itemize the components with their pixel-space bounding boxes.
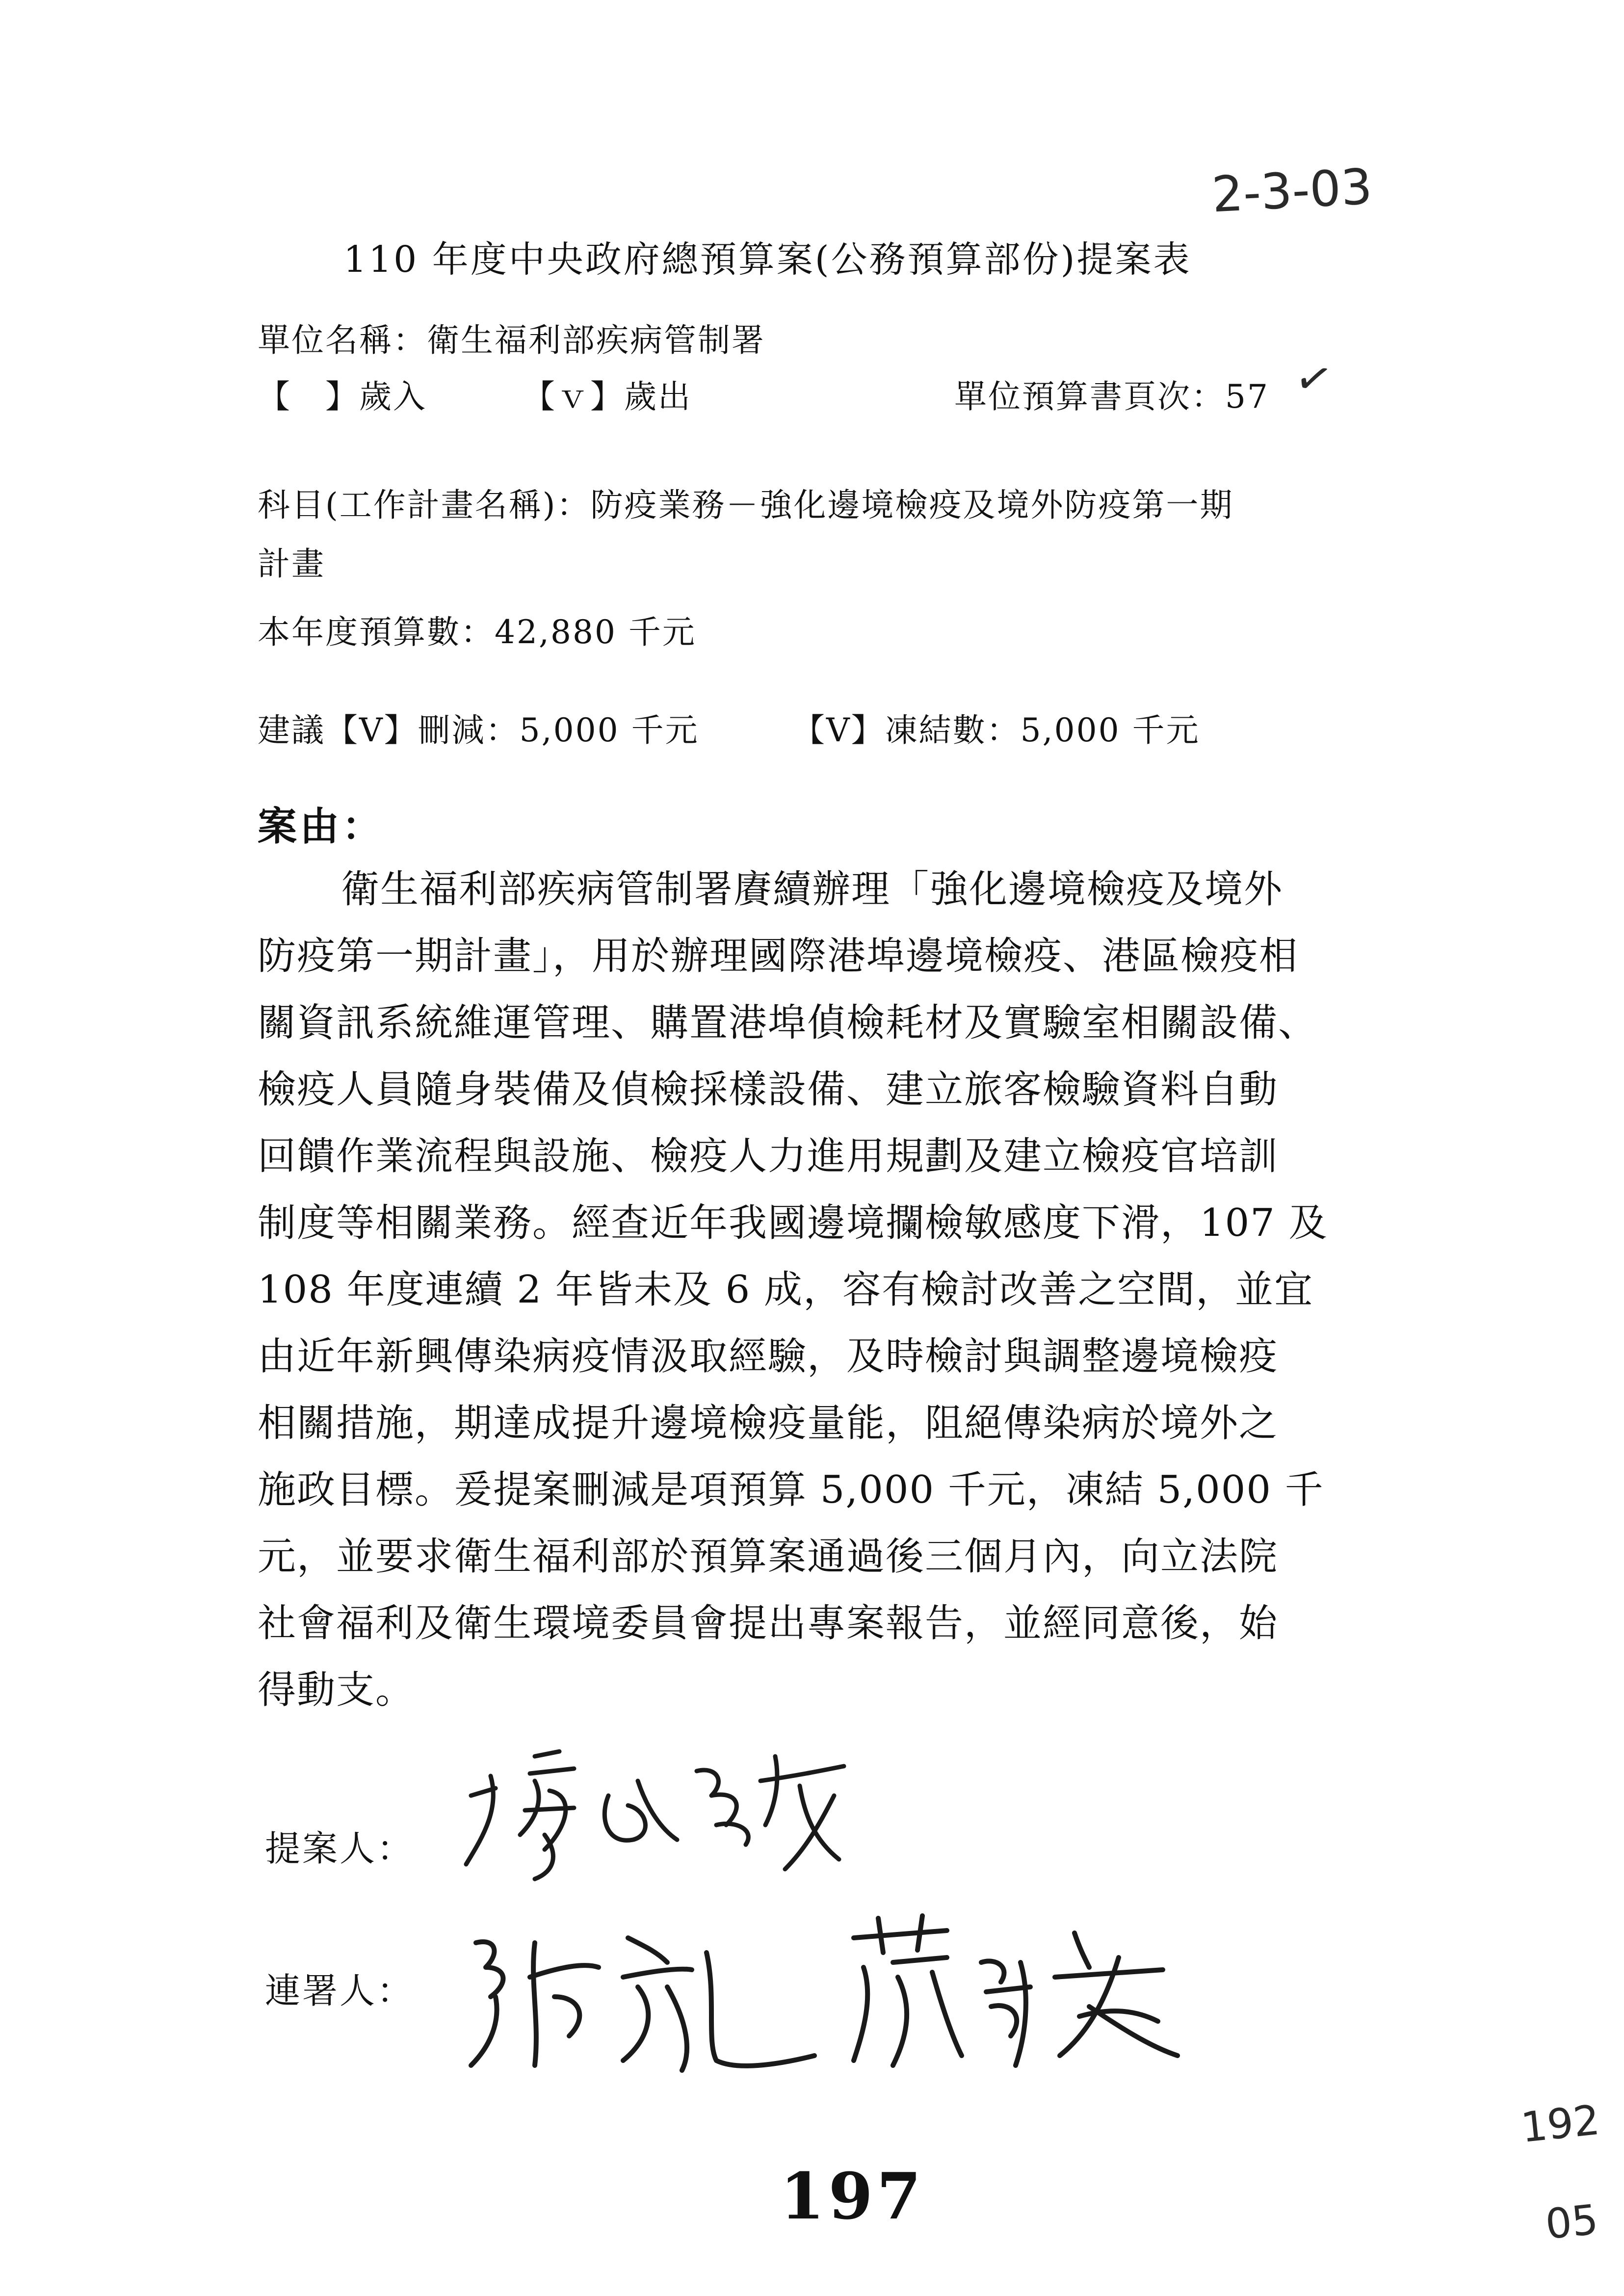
reason-line: 得動支。: [258, 1668, 415, 1712]
proposal-line: [258, 704, 1200, 751]
reason-line: 施政目標。爰提案刪減是項預算 5,000 千元，凍結 5,000 千: [258, 1468, 1324, 1512]
unit-name-line: 單位名稱：衛生福利部疾病管制署: [258, 321, 765, 359]
reason-line: 社會福利及衛生環境委員會提出專案報告，並經同意後，始: [258, 1601, 1279, 1645]
reduce-amount: 建議【V】刪減：5,000 千元: [258, 711, 699, 749]
handwritten-code-mark: 2-3-03: [1210, 157, 1374, 224]
handwritten-margin-note: 192: [1519, 2095, 1602, 2152]
budget-amount-line: 本年度預算數：42,880 千元: [258, 613, 696, 651]
budget-book-page-ref: 單位預算書頁次：57: [954, 378, 1269, 416]
reason-line: 衛生福利部疾病管制署賡續辦理「強化邊境檢疫及境外: [341, 867, 1283, 912]
document-title: 110 年度中央政府總預算案(公務預算部份)提案表: [343, 238, 1192, 281]
reason-heading: 案由：: [258, 803, 384, 849]
income-option: 【 】歲入: [258, 378, 427, 416]
cosigner-label: 連署人：: [265, 1970, 415, 2011]
expense-option: 【ｖ】歲出: [523, 378, 692, 416]
reason-body: [258, 856, 1401, 1723]
handwritten-check-mark: ✓: [1290, 350, 1337, 408]
reason-line: 檢疫人員隨身裝備及偵檢採樣設備、建立旅客檢驗資料自動: [258, 1068, 1279, 1112]
page-number: 197: [780, 2159, 925, 2234]
subject-line: [258, 476, 1435, 594]
subject-line-1: 科目(工作計畫名稱)：防疫業務－強化邊境檢疫及境外防疫第一期: [258, 486, 1234, 524]
reason-line: 制度等相關業務。經查近年我國邊境攔檢敏感度下滑，107 及: [258, 1201, 1328, 1245]
freeze-amount: 【V】凍結數：5,000 千元: [792, 711, 1200, 749]
reason-line: 元，並要求衛生福利部於預算案通過後三個月內，向立法院: [258, 1535, 1279, 1579]
reason-line: 相關措施，期達成提升邊境檢疫量能，阻絕傳染病於境外之: [258, 1401, 1279, 1445]
proposer-label: 提案人：: [265, 1828, 415, 1869]
subject-line-2: 計畫: [258, 545, 325, 583]
reason-line: 由近年新興傳染病疫情汲取經驗，及時檢討與調整邊境檢疫: [258, 1334, 1279, 1379]
reason-line: 108 年度連續 2 年皆未及 6 成，容有檢討改善之空間，並宜: [258, 1268, 1314, 1312]
handwritten-margin-note: 05: [1543, 2195, 1600, 2249]
cosigner-signature-2: [844, 1908, 1187, 2085]
reason-line: 回饋作業流程與設施、檢疫人力進用規劃及建立檢疫官培訓: [258, 1134, 1279, 1178]
proposer-signature: [461, 1737, 854, 1884]
reason-line: 關資訊系統維運管理、購置港埠偵檢耗材及實驗室相關設備、: [258, 1001, 1318, 1045]
reason-line: 防疫第一期計畫」，用於辦理國際港埠邊境檢疫、港區檢疫相: [258, 934, 1299, 978]
cosigner-signature-1: [461, 1923, 824, 2080]
